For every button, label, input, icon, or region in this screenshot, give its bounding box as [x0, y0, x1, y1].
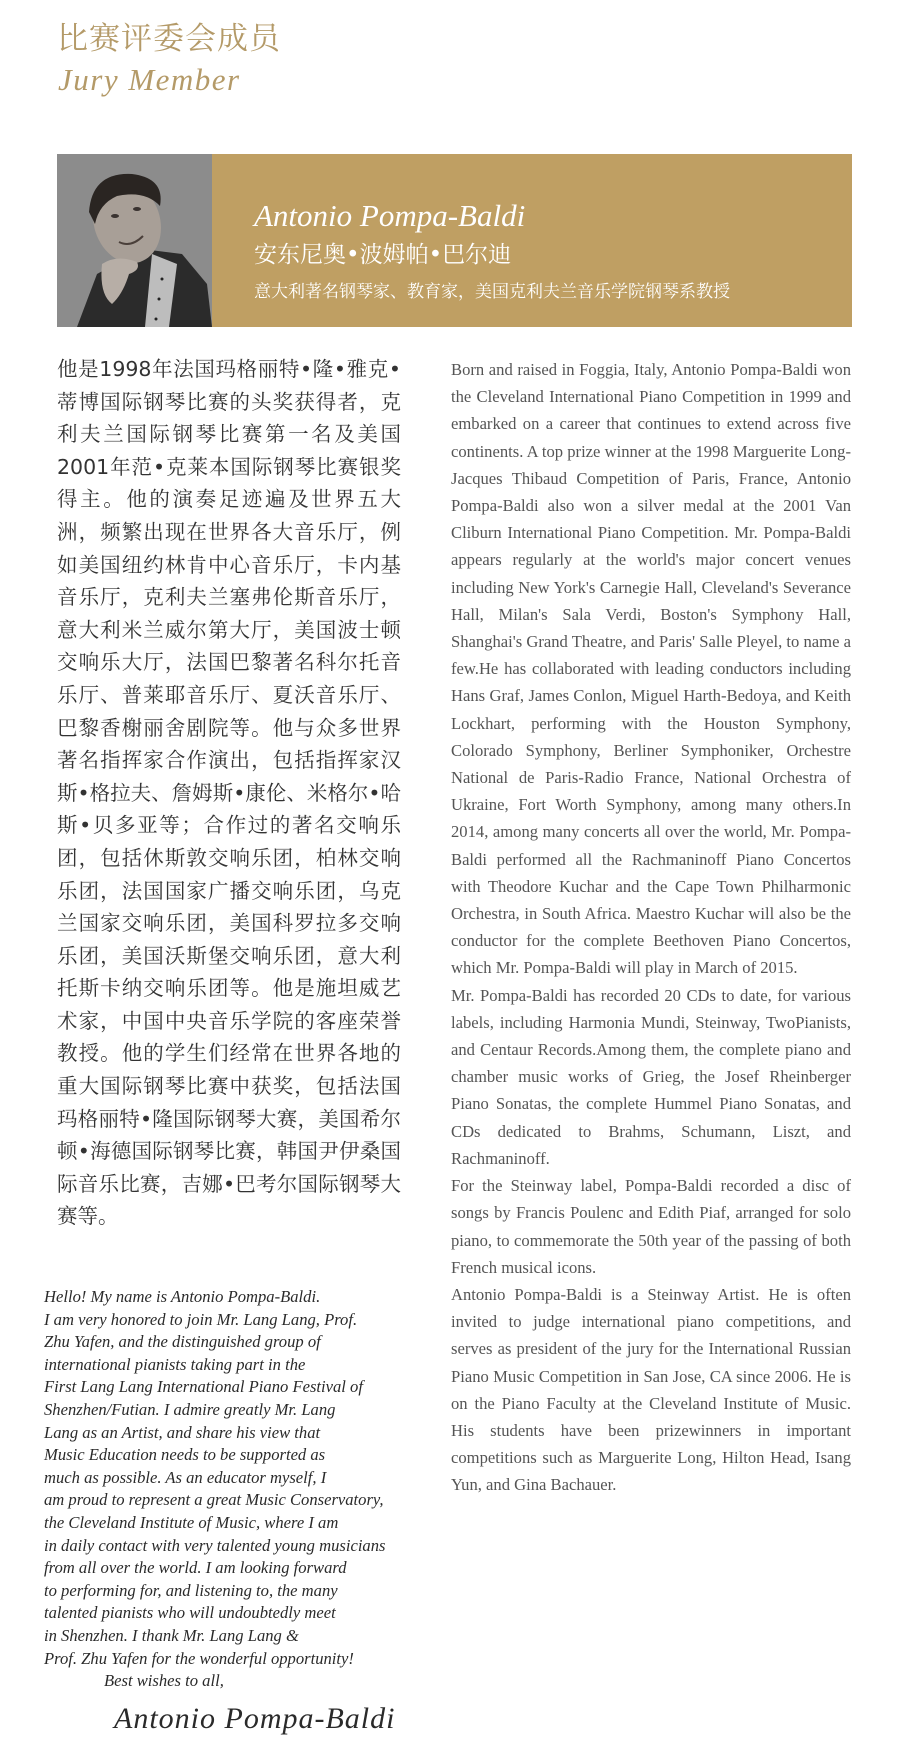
biography-zh: 他是1998年法国玛格丽特•隆•雅克•蒂博国际钢琴比赛的头奖获得者，克利夫兰国际钢琴比赛第一名及美国2001年范•克莱本国际钢琴比赛银奖得主。他的演奏足迹遍及世界五大洲，频繁出现在世界各大音乐厅，例如美国纽约林肯中心音乐厅，卡内基音乐厅，克利夫兰塞弗伦斯音乐厅，意大利米兰威尔第大厅，美国波士顿交响乐大厅，法国巴黎著名科尔托音乐厅、普莱耶音乐厅、夏沃音乐厅、巴黎香榭丽舍剧院等。他与众多世界著名指挥家合作演出，包括指挥家汉斯•格拉夫、詹姆斯•康伦、米格尔•哈斯•贝多亚等；合作过的著名交响乐团，包括休斯敦交响乐团，柏林交响乐团，法国国家广播交响乐团，乌克兰国家交响乐团，美国科罗拉多交响乐团，美国沃斯堡交响乐团，意大利托斯卡纳交响乐团等。他是施坦威艺术家，中国中央音乐学院的客座荣誉教授。他的学生们经常在世界各地的重大国际钢琴比赛中获奖，包括法国玛格丽特•隆国际钢琴大赛，美国希尔顿•海德国际钢琴比赛，韩国尹伊桑国际音乐比赛，吉娜•巴考尔国际钢琴大赛等。: [57, 357, 401, 1229]
handwritten-signature: Antonio Pompa-Baldi: [114, 1701, 396, 1735]
handwritten-note-line: to performing for, and listening to, the many: [44, 1580, 338, 1600]
handwritten-note-line: in daily contact with very talented young musicians: [44, 1535, 386, 1555]
handwritten-note-line: talented pianists who will undoubtedly meet: [44, 1603, 336, 1623]
member-title-zh: 意大利著名钢琴家、教育家，美国克利夫兰音乐学院钢琴系教授: [254, 282, 730, 302]
biography-en-paragraph: Mr. Pompa-Baldi has recorded 20 CDs to date, for various labels, including Harmonia Mundi, Steinway, TwoPianists, and Centaur Records.Among them, the complete piano and chamber music works of Grieg, the Josef Rheinberger Piano Sonatas, the complete Hummel Piano Sonatas, and CDs dedicated to Brahms, Schumann, Liszt, and Rachmaninoff.: [451, 985, 851, 1168]
handwritten-note-line: from all over the world. I am looking forward: [44, 1558, 347, 1578]
handwritten-note: [44, 1286, 424, 1737]
handwritten-note-line: Music Education needs to be supported as: [44, 1445, 326, 1465]
handwritten-note-line: Zhu Yafen, and the distinguished group of: [44, 1332, 321, 1352]
handwritten-note-line: international pianists taking part in the: [44, 1354, 306, 1374]
handwritten-note-line: the Cleveland Institute of Music, where I am: [44, 1512, 339, 1532]
biography-en-paragraph: Antonio Pompa-Baldi is a Steinway Artist. He is often invited to judge international piano competitions, and serves as president of the jury for the International Russian Piano Music Competition in San Jose, CA since 2006. He is on the Piano Faculty at the Cleveland Institute of Music. His students have been prizewinners in important competitions such as Marguerite Long, Hilton Head, Isang Yun, and Gina Bachauer.: [451, 1284, 851, 1495]
handwritten-note-line: much as possible. As an educator myself, I: [44, 1467, 327, 1487]
biography-en-paragraph: For the Steinway label, Pompa-Baldi recorded a disc of songs by Francis Poulenc and Edith Piaf, arranged for solo piano, to commemorate the 50th year of the passing of both French musical icons.: [451, 1176, 851, 1277]
handwritten-note-line: Shenzhen/Futian. I admire greatly Mr. Lang: [44, 1399, 336, 1419]
handwritten-note-line: in Shenzhen. I thank Mr. Lang Lang &: [44, 1625, 299, 1645]
handwritten-note-line: Lang as an Artist, and share his view that: [44, 1422, 321, 1442]
jury-member-banner: [57, 154, 852, 327]
handwritten-note-text: [44, 1286, 424, 1693]
handwritten-note-line: Prof. Zhu Yafen for the wonderful opportunity!: [44, 1648, 354, 1668]
handwritten-note-line: Best wishes to all,: [104, 1671, 224, 1691]
portrait-photo-icon: [57, 154, 212, 327]
handwritten-note-line: I am very honored to join Mr. Lang Lang, Prof.: [44, 1309, 358, 1329]
biography-en-paragraph: Born and raised in Foggia, Italy, Antonio Pompa-Baldi won the Cleveland International Piano Competition in 1999 and embarked on a career that continues to extend across five continents. A top prize winner at the 1998 Marguerite Long-Jacques Thibaud Competition of Paris, France, Antonio Pompa-Baldi also won a silver medal at the 2001 Van Cliburn International Piano Competition. Mr. Pompa-Baldi appears regularly at the world's major concert venues including New York's Carnegie Hall, Cleveland's Severance Hall, Milan's Sala Verdi, Boston's Symphony Hall, Shanghai's Grand Theatre, and Paris' Salle Pleyel, to name a few.He has collaborated with leading conductors including Hans Graf, James Conlon, Miguel Harth-Bedoya, and Keith Lockhart, performing with the Houston Symphony, Colorado Symphony, Berliner Symphoniker, Orchestre National de Paris-Radio France, National Orchestra of Ukraine, Fort Worth Symphony, among many others.In 2014, among many concerts all over the world, Mr. Pompa-Baldi performed all the Rachmaninoff Piano Concertos with Theodore Kuchar and the Cape Town Philharmonic Orchestra, in South Africa. Maestro Kuchar will also be the conductor for the complete Beethoven Piano Concertos, which Mr. Pompa-Baldi will play in March of 2015.: [451, 360, 851, 978]
member-name-en: Antonio Pompa-Baldi: [254, 198, 526, 233]
biography-en: [451, 356, 851, 1499]
handwritten-note-line: Hello! My name is Antonio Pompa-Baldi.: [44, 1287, 321, 1306]
page-title-en: Jury Member: [58, 62, 241, 97]
handwritten-note-line: am proud to represent a great Music Conservatory,: [44, 1490, 384, 1510]
page-title-zh: 比赛评委会成员: [57, 21, 281, 57]
member-name-zh: 安东尼奥•波姆帕•巴尔迪: [254, 242, 512, 268]
handwritten-note-line: First Lang Lang International Piano Festival of: [44, 1377, 363, 1397]
